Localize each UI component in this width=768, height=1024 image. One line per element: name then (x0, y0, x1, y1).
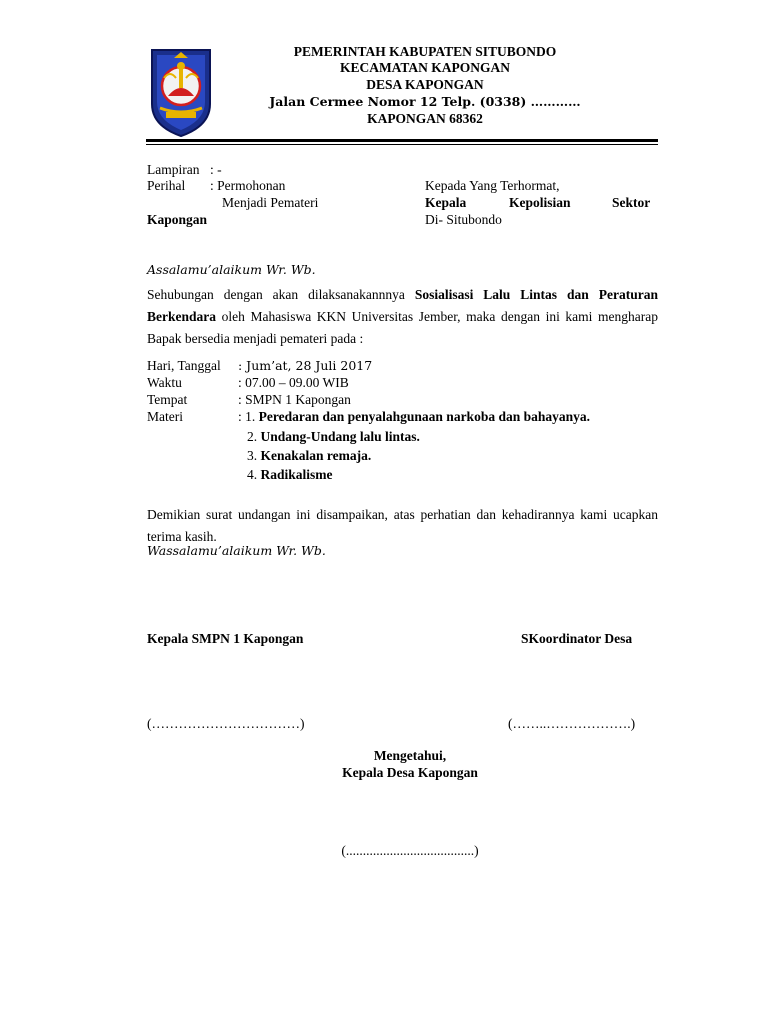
materi-number: 4. (247, 467, 261, 482)
materi-number: 2. (247, 429, 261, 444)
lampiran-label: Lampiran (147, 162, 200, 177)
lampiran-value: : - (210, 162, 222, 177)
recipient-salutation: Kepada Yang Terhormat, (425, 178, 560, 193)
perihal-label: Perihal (147, 178, 186, 193)
signature-blank-right: (……..……………….) (508, 716, 636, 731)
perihal-line2: Menjadi Pemateri (222, 195, 319, 210)
waktu-label: Waktu (147, 375, 182, 390)
recipient-word-kepala: Kepala (425, 195, 467, 210)
kop-pemerintah: PEMERINTAH KABUPATEN SITUBONDO (293, 44, 557, 59)
hari-value: : Jum’at, 28 Juli 2017 (238, 358, 373, 373)
kop-kodepos: KAPONGAN 68362 (367, 111, 483, 126)
materi-text: Kenakalan remaja. (260, 448, 372, 463)
kop-alamat: Jalan Cermee Nomor 12 Telp. (0338) ………… (269, 94, 581, 109)
materi-number: 3. (247, 448, 261, 463)
kabupaten-situbondo-emblem (148, 46, 214, 138)
body-text-2: oleh Mahasiswa KKN Universitas Jember, maka dengan ini kami mengharap Bapak bersedia menjadi pemateri pada : (147, 309, 658, 346)
kades-signature-blank: (......................................) (341, 843, 479, 858)
materi-text: Peredaran dan penyalahgunaan narkoba dan bahayanya. (258, 409, 590, 424)
greeting: Assalamu’alaikum Wr. Wb. (147, 262, 316, 277)
recipient-word-sektor: Sektor (612, 195, 651, 210)
materi-label: Materi (147, 409, 183, 424)
recipient-word-kepolisian: Kepolisian (509, 195, 571, 210)
materi-item (247, 448, 371, 464)
materi-text: Radikalisme (260, 467, 333, 482)
closing-salam: Wassalamu’alaikum Wr. Wb. (147, 543, 326, 558)
kop-rule-thin (146, 144, 658, 145)
kop-rule-thick (146, 139, 658, 142)
materi-item (247, 467, 333, 483)
waktu-value: : 07.00 – 09.00 WIB (238, 375, 349, 390)
body-event-name: Sosialisasi Lalu Lintas dan Peraturan Berkendara (147, 287, 658, 324)
tempat-label: Tempat (147, 392, 188, 407)
materi-item (238, 409, 590, 425)
kades-title: Kepala Desa Kapongan (342, 765, 478, 780)
hari-label: Hari, Tanggal (147, 358, 221, 373)
signature-blank-left: (……………………………) (147, 716, 305, 731)
materi-item (247, 429, 420, 445)
tempat-value: : SMPN 1 Kapongan (238, 392, 351, 407)
materi-number: : 1. (238, 409, 259, 424)
closing-paragraph: Demikian surat undangan ini disampaikan, atas perhatian dan kehadirannya kami ucapkan terima kasih. (147, 507, 658, 544)
signature-title-right: SKoordinator Desa (521, 631, 633, 646)
signature-title-left: Kepala SMPN 1 Kapongan (147, 631, 304, 646)
materi-text: Undang-Undang lalu lintas. (260, 429, 420, 444)
kop-kecamatan: KECAMATAN KAPONGAN (339, 60, 511, 75)
body-text-1: Sehubungan dengan akan dilaksanakannnya (147, 287, 415, 302)
perihal-line3: Kapongan (147, 212, 208, 227)
body-paragraph (147, 284, 658, 350)
mengetahui-label: Mengetahui, (373, 748, 447, 763)
perihal-value: : Permohonan (210, 178, 286, 193)
kop-desa: DESA KAPONGAN (366, 77, 484, 92)
recipient-location: Di- Situbondo (425, 212, 502, 227)
